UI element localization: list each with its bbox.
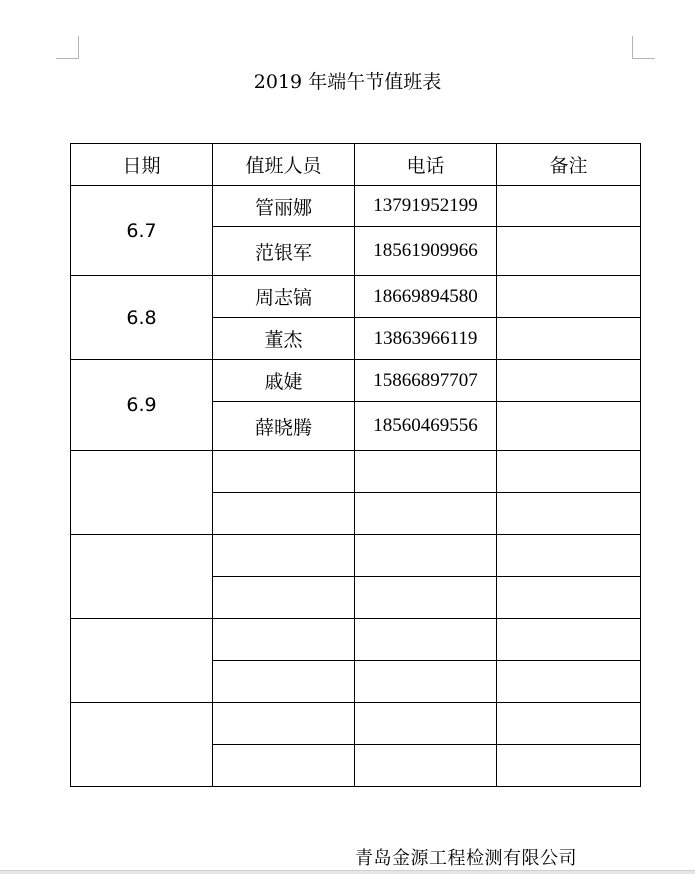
header-phone: 电话: [355, 144, 497, 186]
staff-name-cell: [213, 661, 355, 703]
company-name: 青岛金源工程检测有限公司: [355, 848, 577, 869]
note-cell: [497, 661, 641, 703]
duty-roster-table: [70, 143, 641, 787]
table-row: [71, 619, 641, 661]
table-row: [71, 360, 641, 402]
table-row: [71, 451, 641, 493]
phone-cell: [355, 577, 497, 619]
date-cell: 6.9: [71, 360, 213, 451]
note-cell: [497, 577, 641, 619]
date-cell: 6.7: [71, 186, 213, 276]
staff-name-cell: [213, 493, 355, 535]
staff-name-cell: 管丽娜: [213, 186, 355, 227]
date-cell: 6.8: [71, 276, 213, 360]
phone-cell: [355, 451, 497, 493]
note-cell: [497, 703, 641, 745]
phone-cell: [355, 493, 497, 535]
date-cell: [71, 703, 213, 787]
date-cell: [71, 619, 213, 703]
table-body: [71, 186, 641, 787]
phone-cell: 13791952199: [355, 186, 497, 227]
table-row: [71, 276, 641, 318]
note-cell: [497, 276, 641, 318]
table-header-row: [71, 144, 641, 186]
phone-cell: 13863966119: [355, 318, 497, 360]
note-cell: [497, 402, 641, 451]
staff-name-cell: [213, 535, 355, 577]
staff-name-cell: 戚婕: [213, 360, 355, 402]
staff-name-cell: 范银军: [213, 227, 355, 276]
page-corner-mark-top-left: [56, 36, 79, 59]
staff-name-cell: 薛晓腾: [213, 402, 355, 451]
document-title: 2019 年端午节值班表: [253, 71, 442, 93]
staff-name-cell: 董杰: [213, 318, 355, 360]
page-corner-mark-top-right: [632, 36, 655, 59]
staff-name-cell: [213, 703, 355, 745]
note-cell: [497, 318, 641, 360]
phone-cell: 18561909966: [355, 227, 497, 276]
note-cell: [497, 451, 641, 493]
phone-cell: 15866897707: [355, 360, 497, 402]
page-bottom-edge: [0, 870, 695, 874]
note-cell: [497, 360, 641, 402]
phone-cell: 18560469556: [355, 402, 497, 451]
table-row: [71, 535, 641, 577]
note-cell: [497, 619, 641, 661]
staff-name-cell: [213, 577, 355, 619]
note-cell: [497, 227, 641, 276]
header-note: 备注: [497, 144, 641, 186]
table-row: [71, 186, 641, 227]
date-cell: [71, 535, 213, 619]
date-cell: [71, 451, 213, 535]
phone-cell: [355, 619, 497, 661]
note-cell: [497, 493, 641, 535]
table-row: [71, 703, 641, 745]
note-cell: [497, 745, 641, 787]
phone-cell: [355, 535, 497, 577]
staff-name-cell: [213, 745, 355, 787]
note-cell: [497, 535, 641, 577]
staff-name-cell: [213, 451, 355, 493]
staff-name-cell: 周志镐: [213, 276, 355, 318]
header-date: 日期: [71, 144, 213, 186]
phone-cell: [355, 703, 497, 745]
phone-cell: [355, 661, 497, 703]
phone-cell: [355, 745, 497, 787]
phone-cell: 18669894580: [355, 276, 497, 318]
staff-name-cell: [213, 619, 355, 661]
header-staff: 值班人员: [213, 144, 355, 186]
note-cell: [497, 186, 641, 227]
